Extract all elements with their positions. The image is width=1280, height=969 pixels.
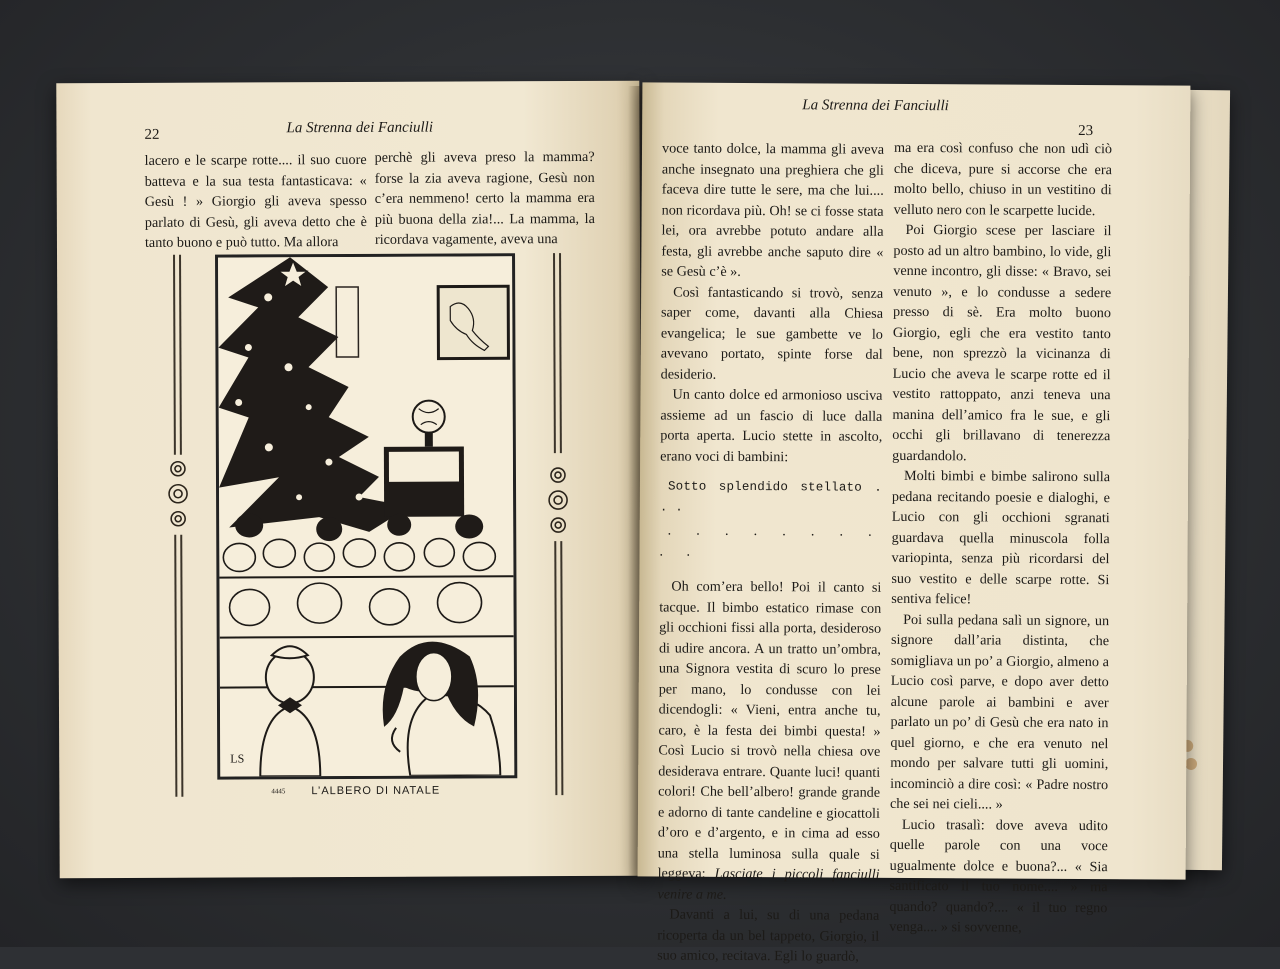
ornament-icon — [168, 459, 188, 529]
ellipsis-line: . . . . . . . . . . — [659, 523, 882, 560]
song-verse: Sotto splendido stellato . . . — [659, 479, 883, 515]
decorative-rule — [553, 253, 556, 453]
paragraph: ma era così confuso che non udì ciò che diceva, pure si accorse che era molto bello, chiuso in un vestitino di velluto nero con le scarpette lucide. — [893, 139, 1113, 219]
decorative-rule — [173, 255, 176, 455]
text-column-1 — [145, 150, 367, 253]
decorative-rule — [179, 255, 182, 455]
paragraph: Poi sulla pedana salì un signore, un signore dall’aria distinta, che somigliava un po’ a Giorgio, almeno a Lucio così parve, e dopo aver detto alcune parole ai bambini e aver parlato un po’ di Gesù che era nato in quel giorno, e che era venuto nel mondo per salvare tutti gli uomini, incominciò a dire così: « Padre nostro che sei nei cieli.... » — [889, 611, 1110, 813]
left-page — [56, 81, 642, 879]
paragraph: Un canto dolce ed armonioso usciva assieme ad un fascio di luce dalla porta aperta. Lucio stette in ascolto, erano voci di bambini: — [660, 386, 883, 465]
illustration-christmas-tree — [215, 253, 517, 779]
decorative-rule — [560, 541, 563, 795]
running-header: La Strenna dei Fanciulli — [286, 119, 434, 137]
text-column-2 — [375, 147, 595, 250]
decorative-rule — [559, 253, 562, 453]
paragraph: Lucio trasalì: dove aveva udito quelle parole con una voce ugualmente dolce e buona?... « Sia santificato il tuo nome.... » ma quando? quando?.... « il tuo regno venga.... » si sovvenne, — [889, 816, 1108, 936]
text-column-1 — [657, 138, 884, 967]
ornament-icon — [548, 465, 568, 535]
paragraph: lacero e le scarpe rotte.... il suo cuore batteva e la sua testa fantasticava: « Gesù ! » Giorgio gli aveva spesso parlato di Gesù, gli aveva detto che è tanto buono e può tutto. Ma allora — [144, 151, 367, 251]
decorative-rule — [180, 535, 183, 797]
decorative-rule — [174, 535, 177, 797]
text-column-2 — [889, 138, 1112, 939]
paragraph: Così fantasticando si trovò, senza saper come, davanti alla Chiesa evangelica; le sue gambette ve lo avevano portato, spinte forse dal desiderio. — [660, 284, 884, 383]
christmas-scene-drawing — [218, 256, 514, 776]
decorative-rule — [554, 541, 557, 795]
right-page — [638, 82, 1191, 965]
illustration-code: 4445 — [271, 787, 286, 796]
paragraph-text: Oh com’era bello! Poi il canto si tacque. Il bimbo estatico rimase con gli occhioni fissi alla porta, desideroso di udire ancora. A un tratto un’ombra, una Signora vestita di scuro lo prese per mano, lo condusse con lei dicendogli: « Vieni, entra anche tu, caro, è la festa dei bimbi questa! » Così Lucio si trovò nella chiesa ove desiderava entrare. Quante luci! quanti colori! Che bell’albero! grande grande e adorno di tante candeline e giocattoli d’oro e d’argento, e in cima ad esso una stella luminosa sulla quale si leggeva: — [657, 578, 882, 882]
paragraph: Molti bimbi e bimbe salirono sulla pedana recitando poesie e dialoghi, e Lucio con gli occhioni sgranati guardava quella minuscola folla variopinta, senza più ricordarsi del suo vestito e delle scarpe rotte. Si sentiva felice! — [891, 467, 1111, 608]
illustration-caption: L’ALBERO DI NATALE — [311, 784, 441, 798]
punch-hole — [1185, 758, 1197, 770]
paragraph — [657, 576, 881, 905]
paragraph: voce tanto dolce, la mamma gli aveva anche insegnato una preghiera che gli faceva dire tutte le sere, ma che lui.... non ricordava più. Oh! se ci fosse stata lei, ora avrebbe potuto andare alla festa, gli avrebbe anche saputo dire « se Gesù c’è ». — [661, 140, 885, 280]
page-number: 23 — [1078, 122, 1094, 140]
paragraph: Davanti a lui, su di una pedana ricoperta da un bel tappeto, Giorgio, il suo amico, recitava. Egli lo guardò, — [657, 906, 880, 965]
running-header: La Strenna dei Fanciulli — [802, 97, 949, 115]
bible-quote: Lasciate i piccoli fanciulli venire a me. — [657, 865, 880, 903]
illustration-monogram: LS — [230, 751, 245, 766]
paragraph: Poi Giorgio scese per lasciare il posto ad un altro bambino, lo vide, gli venne incontro, gli disse: « Bravo, sei venuto », e lo condusse a sedere presso di sè. Era molto buono Giorgio, egli che era vestito tanto bene, non sprezzò la vicinanza di Lucio che aveva le scarpe rotte ed il vestito rattoppato, anzi teneva una manina dell’amico fra le sue, e gli occhi gli brillavano di tenerezza guardandolo. — [892, 221, 1112, 464]
paragraph: perchè gli aveva preso la mamma? forse la zia aveva ragione, Gesù non c’era nemmeno! certo la mamma era più buona della zia!... La mamma, la ricordava vagamente, aveva una — [374, 148, 595, 248]
page-number: 22 — [144, 126, 160, 143]
